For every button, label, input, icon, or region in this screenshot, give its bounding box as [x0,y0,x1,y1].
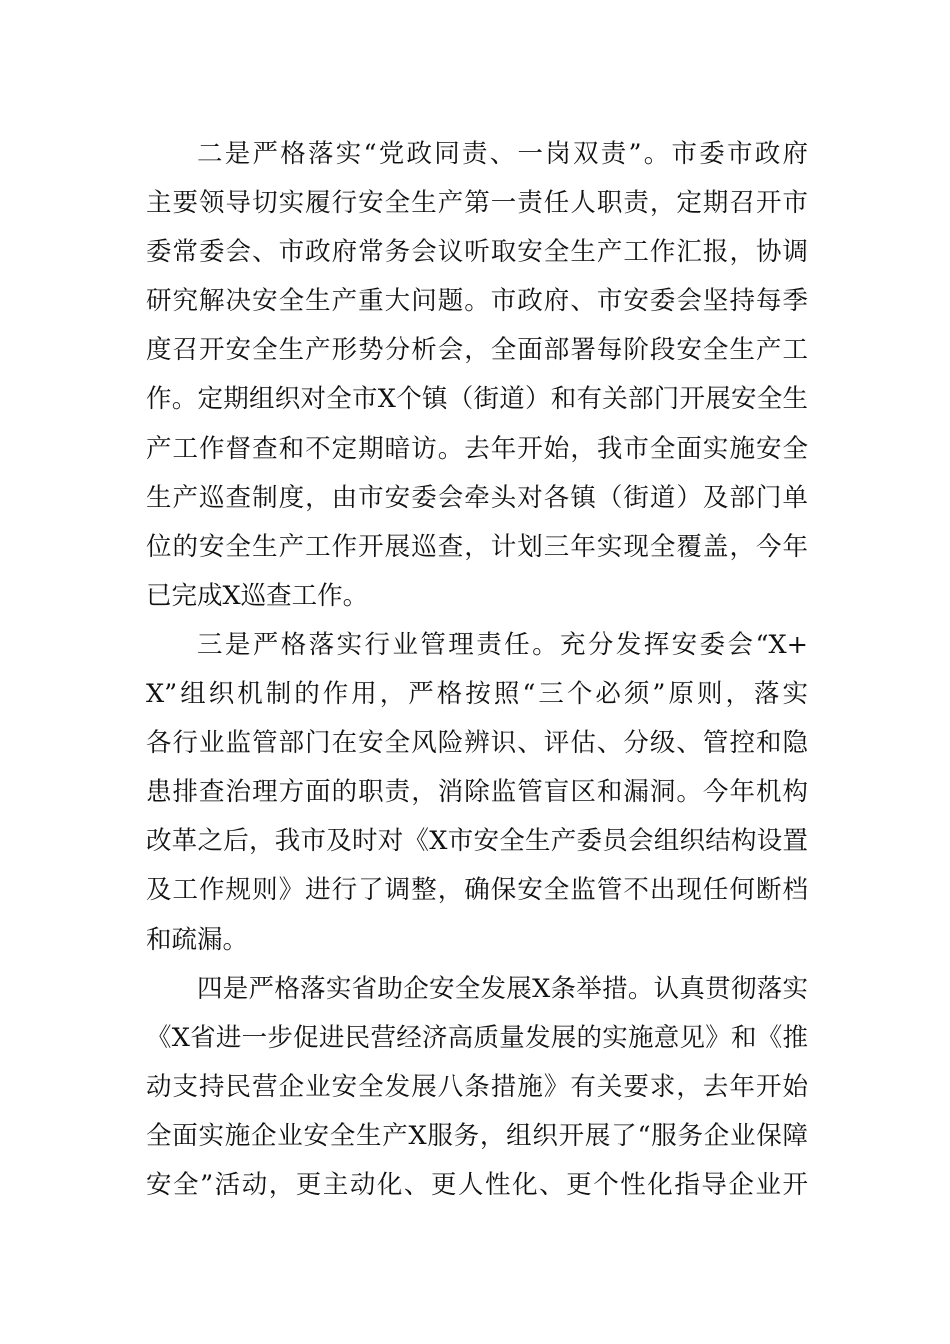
text-line: 委常委会、市政府常务会议听取安全生产工作汇报，协调 [146,237,808,268]
text-line: 产工作督查和不定期暗访。去年开始，我市全面实施安全 [146,433,808,464]
text-line: 作。定期组织对全市X个镇（街道）和有关部门开展安全生 [146,384,808,415]
text-line: 四是严格落实省助企安全发展X条举措。认真贯彻落实 [197,973,808,1004]
text-line: 安全”活动，更主动化、更人性化、更个性化指导企业开 [146,1169,808,1200]
text-line: 全面实施企业安全生产X服务，组织开展了“服务企业保障 [146,1120,808,1151]
text-line: 主要领导切实履行安全生产第一责任人职责，定期召开市 [146,188,808,219]
text-line: 患排查治理方面的职责，消除监管盲区和漏洞。今年机构 [146,777,808,808]
text-line: 研究解决安全生产重大问题。市政府、市安委会坚持每季 [146,286,808,317]
document-body [146,130,808,1210]
text-line: 《X省进一步促进民营经济高质量发展的实施意见》和《推 [146,1022,808,1053]
text-line: 三是严格落实行业管理责任。充分发挥安委会“X+ [197,629,808,660]
text-line: 动支持民营企业安全发展八条措施》有关要求，去年开始 [146,1071,808,1102]
text-line: 位的安全生产工作开展巡查，计划三年实现全覆盖，今年 [146,531,808,562]
text-line: 二是严格落实“党政同责、一岗双责”。市委市政府 [197,139,808,169]
text-line: 及工作规则》进行了调整，确保安全监管不出现任何断档 [146,875,808,906]
text-line: 各行业监管部门在安全风险辨识、评估、分级、管控和隐 [146,728,808,759]
paragraph-party-government-responsibility [146,130,808,621]
paragraph-enterprise-support-measures [146,965,808,1210]
text-line: 和疏漏。 [146,924,249,955]
paragraph-industry-management [146,621,808,965]
text-line: 度召开安全生产形势分析会，全面部署每阶段安全生产工 [146,335,808,366]
text-line: X”组织机制的作用，严格按照“三个必须”原则，落实 [146,679,808,710]
text-line: 生产巡查制度，由市安委会牵头对各镇（街道）及部门单 [146,482,808,513]
text-line: 改革之后，我市及时对《X市安全生产委员会组织结构设置 [146,826,808,857]
text-line: 已完成X巡查工作。 [146,580,369,611]
